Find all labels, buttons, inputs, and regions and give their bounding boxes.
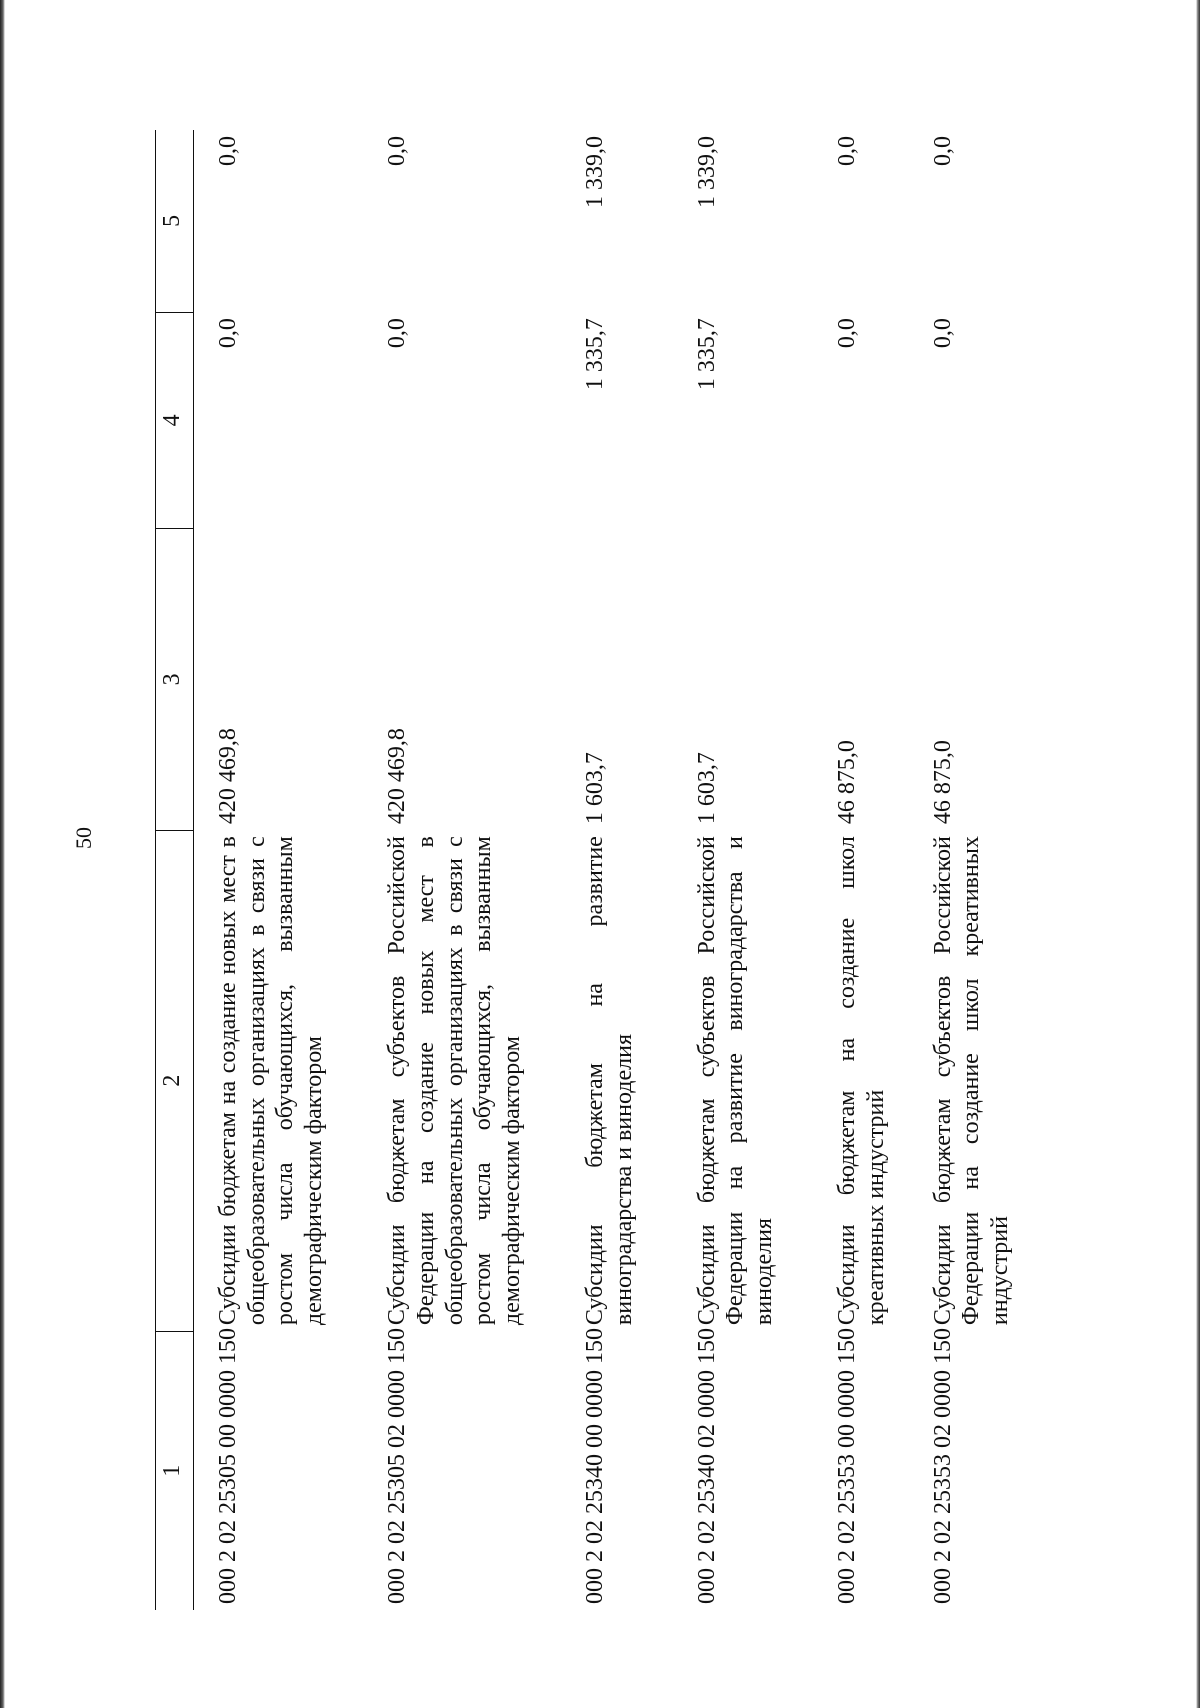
table-row [673, 130, 813, 1610]
row-code: 000 2 02 25340 00 0000 150 [581, 1328, 608, 1604]
budget-table [155, 130, 1033, 1610]
column-header-5: 5 [156, 130, 194, 312]
row-value-col3: 46 875,0 [929, 740, 956, 825]
row-value-col3: 46 875,0 [833, 740, 860, 825]
table-row [193, 130, 363, 1610]
table-row [909, 130, 1033, 1610]
row-value-col5: 0,0 [383, 136, 410, 166]
scan-edge-right [1196, 0, 1200, 1708]
row-value-col4: 0,0 [214, 318, 241, 349]
column-header-2: 2 [156, 830, 194, 1331]
table-header-row [156, 130, 194, 1610]
row-value-col4: 0,0 [833, 318, 860, 349]
row-value-col3: 1 603,7 [693, 752, 720, 825]
row-name: Субсидии бюджетам субъектов Российской Федерации на создание новых мест в общеобразовательных организациях в связи с ростом числа обучающихся, вызванным демографическим фактором [383, 836, 526, 1326]
table-row [561, 130, 673, 1610]
row-value-col4: 0,0 [929, 318, 956, 349]
row-name: Субсидии бюджетам на развитие виноградарства и виноделия [581, 836, 637, 1326]
row-value-col3: 420 469,8 [214, 728, 241, 825]
row-name: Субсидии бюджетам на создание новых мест в общеобразовательных организациях в связи с ростом числа обучающихся, вызванным демографическим фактором [214, 836, 328, 1326]
row-value-col3: 1 603,7 [581, 752, 608, 825]
row-value-col5: 1 339,0 [693, 136, 720, 208]
column-header-4: 4 [156, 312, 194, 528]
row-code: 000 2 02 25353 00 0000 150 [833, 1328, 860, 1604]
row-name: Субсидии бюджетам на создание школ креативных индустрий [833, 836, 889, 1326]
scan-edge-left [0, 0, 5, 1708]
column-header-1: 1 [156, 1331, 194, 1610]
row-value-col4: 1 335,7 [693, 318, 720, 391]
row-code: 000 2 02 25340 02 0000 150 [693, 1328, 720, 1604]
row-value-col3: 420 469,8 [383, 728, 410, 825]
row-value-col4: 1 335,7 [581, 318, 608, 391]
row-value-col5: 0,0 [929, 136, 956, 166]
row-code: 000 2 02 25305 02 0000 150 [383, 1328, 410, 1604]
row-value-col5: 0,0 [214, 136, 241, 166]
row-value-col5: 1 339,0 [581, 136, 608, 208]
row-value-col4: 0,0 [383, 318, 410, 349]
row-code: 000 2 02 25353 02 0000 150 [929, 1328, 956, 1604]
table-row [363, 130, 561, 1610]
row-code: 000 2 02 25305 00 0000 150 [214, 1328, 241, 1604]
page-number: 50 [71, 827, 96, 849]
rotated-page-content [155, 110, 1155, 1610]
table-row [813, 130, 909, 1610]
row-name: Субсидии бюджетам субъектов Российской Федерации на создание школ креативных индустрий [929, 836, 1014, 1326]
row-value-col5: 0,0 [833, 136, 860, 166]
column-header-3: 3 [156, 528, 194, 830]
row-name: Субсидии бюджетам субъектов Российской Федерации на развитие виноградарства и виноделия [693, 836, 778, 1326]
